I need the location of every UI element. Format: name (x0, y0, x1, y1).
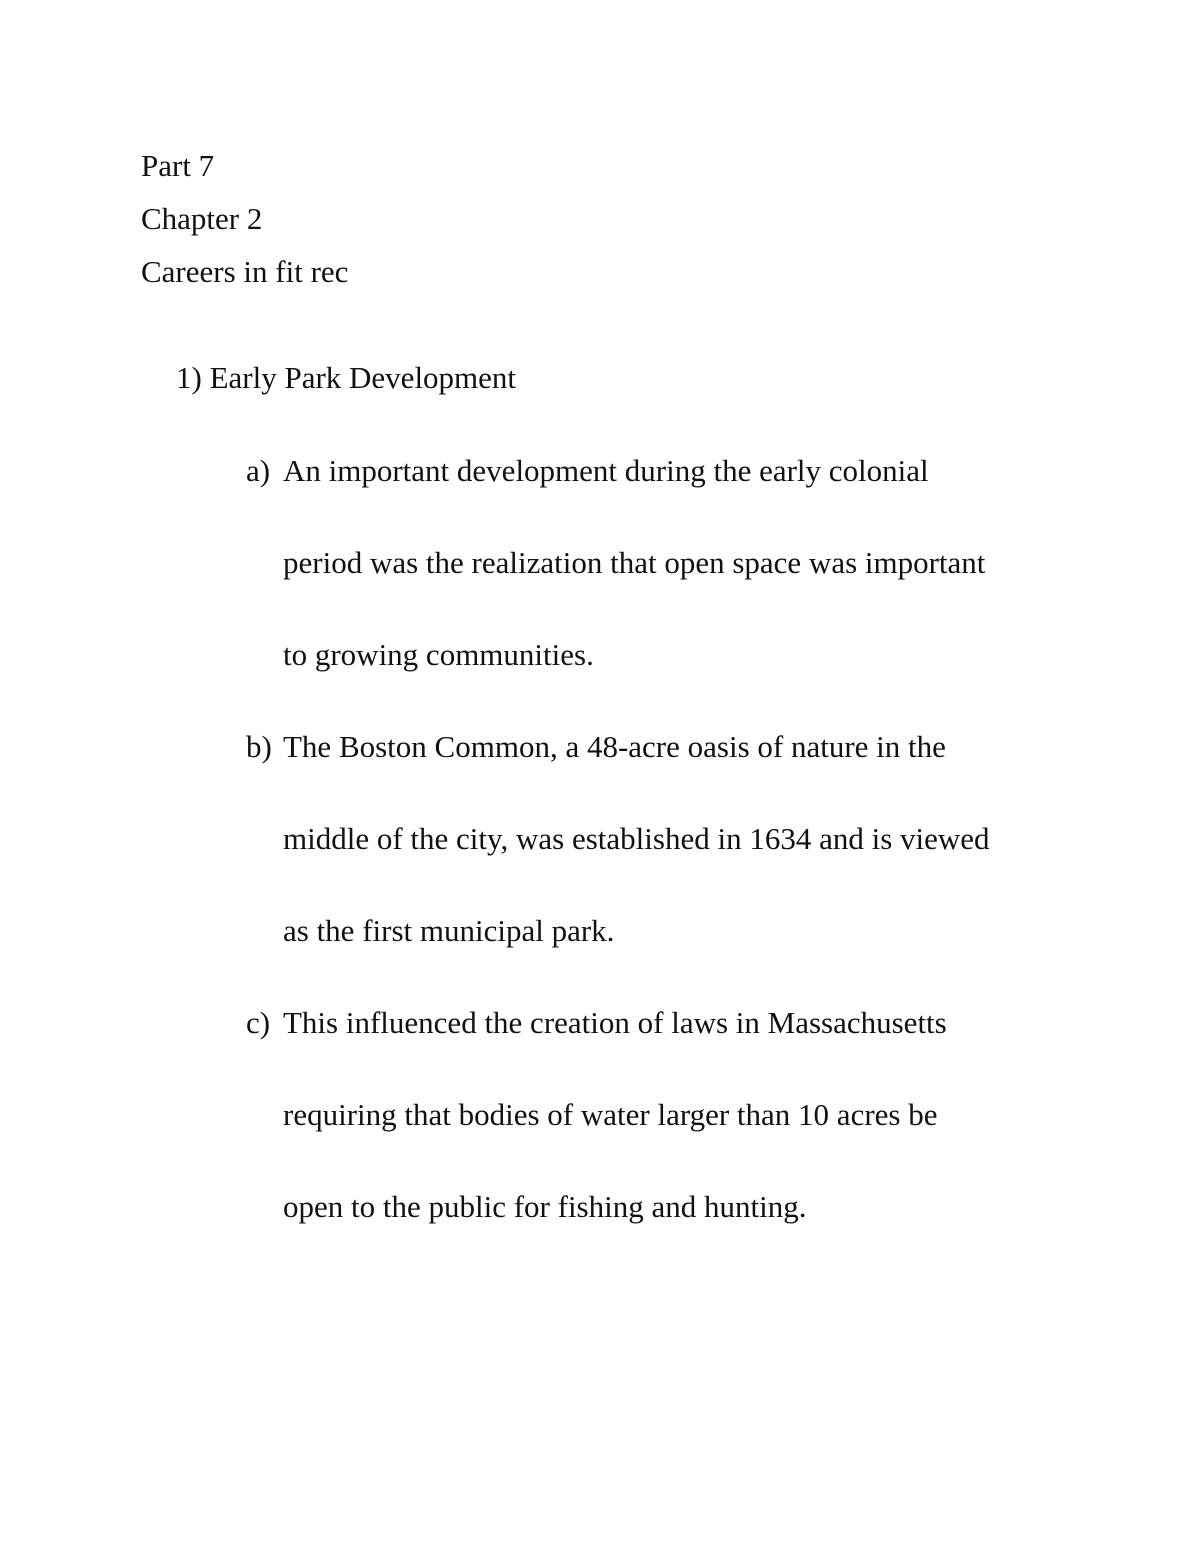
list-item-a-line-2: period was the realization that open space was important (283, 545, 986, 580)
section-number: 1) (176, 360, 202, 395)
list-item-b-line-1: The Boston Common, a 48-acre oasis of nature in the (283, 729, 946, 764)
section-title: Early Park Development (209, 360, 517, 395)
list-item-c-line-1: This influenced the creation of laws in Massachusetts (283, 1005, 947, 1040)
list-item-a-line-1: An important development during the early colonial (283, 453, 929, 488)
course-title: Careers in fit rec (141, 254, 349, 289)
list-item-marker-c: c) (246, 1005, 271, 1040)
list-item-a-line-3: to growing communities. (283, 637, 594, 672)
list-item-b-line-3: as the first municipal park. (283, 913, 615, 948)
chapter-heading: Chapter 2 (141, 201, 263, 236)
list-item-marker-a: a) (246, 453, 271, 488)
part-heading: Part 7 (141, 148, 215, 183)
list-item-marker-b: b) (246, 729, 272, 764)
section-heading (176, 358, 516, 398)
list-item-c-line-3: open to the public for fishing and hunting. (283, 1189, 807, 1224)
list-item-b-line-2: middle of the city, was established in 1634 and is viewed (283, 821, 990, 856)
list-item-c-line-2: requiring that bodies of water larger than 10 acres be (283, 1097, 938, 1132)
